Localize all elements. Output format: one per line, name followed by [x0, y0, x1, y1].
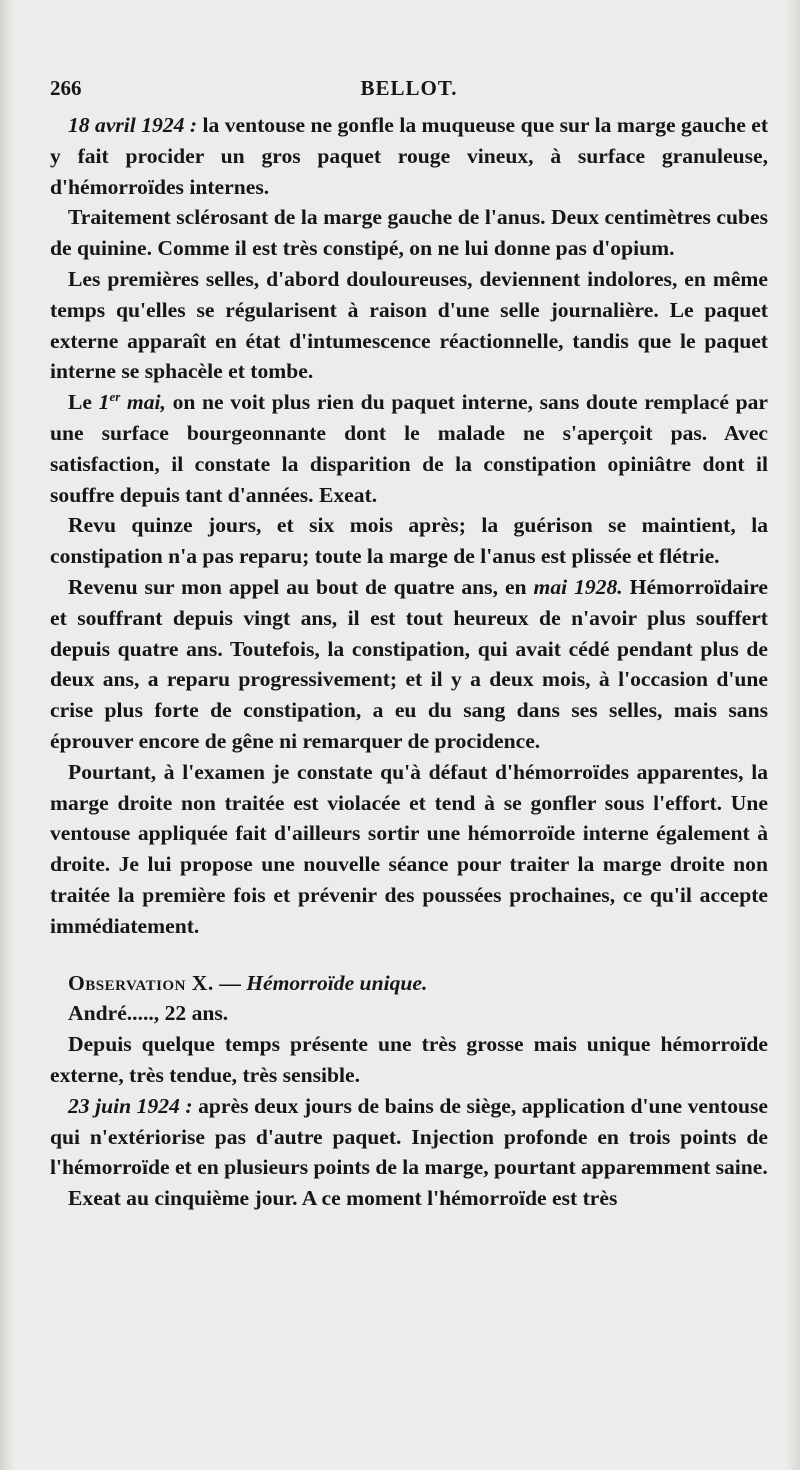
paragraph-hemorrhoid	[50, 1029, 768, 1091]
running-title: BELLOT.	[360, 76, 458, 100]
date-label: 18 avril 1924 :	[68, 113, 198, 137]
paragraph-text: Exeat au cinquième jour. A ce moment l'hémorroïde est très	[68, 1186, 618, 1211]
paragraph-text: Traitement sclérosant de la marge gauche de l'anus. Deux centimètres cubes de quinine. Comme il est très constipé, on ne lui donne pas d'opium.	[50, 205, 768, 261]
paragraph-treatment	[50, 202, 768, 264]
date-day: 1	[98, 390, 110, 415]
date-label: 23 juin 1924 :	[68, 1093, 193, 1118]
paragraph-lead: Revenu sur mon appel au bout de quatre ans, en	[68, 574, 534, 599]
observation-title: Hémorroïde unique.	[246, 970, 428, 995]
paragraph-exeat	[50, 1183, 768, 1214]
observation-dash: —	[213, 970, 247, 995]
paragraph-text: Hémorroïdaire et souffrant depuis vingt ans, il est tout heureux de n'avoir plus souffert depuis quatre ans. Toutefois, la constipation, qui avait cédé pendant plus de deux ans, a reparu progressivement; et il y a deux mois, à l'occasion d'une crise plus forte de constipation, a eu du sang dans ses selles, mais sans éprouver encore de gêne ni remarquer de procidence.	[50, 574, 768, 753]
date-label: mai 1928.	[533, 574, 623, 599]
page-number: 266	[50, 76, 82, 100]
paragraph-text: après deux jours de bains de siège, application d'une ventouse qui n'extériorise pas d'autre paquet. Injection profonde en trois points de l'hémorroïde et en plusieurs points de la marge, pourtant apparemment saine.	[50, 1093, 769, 1180]
paragraph-text: Depuis quelque temps présente une très grosse mais unique hémorroïde externe, très tendue, très sensible.	[50, 1032, 768, 1087]
paragraph-follow-up	[50, 510, 768, 572]
paragraph-text: on ne voit plus rien du paquet interne, sans doute remplacé par une surface bourgeonnante dont le malade ne s'aperçoit pas. Avec satisfaction, il constate la disparition de la constipation opiniâtre dont il souffre depuis tant d'années. Exeat.	[50, 390, 768, 507]
patient-line	[50, 998, 768, 1029]
paragraph-first-stools	[50, 264, 768, 387]
paragraph-may-1928	[50, 572, 768, 757]
paragraph-lead: Le	[68, 390, 99, 415]
paragraph-text: Pourtant, à l'examen je constate qu'à défaut d'hémorroïdes apparentes, la marge droite non traitée est violacée et tend à se gonfler sous l'effort. Une ventouse appliquée fait d'ailleurs sortir une hémorroïde interne également à droite. Je lui propose une nouvelle séance pour traiter la marge droite non traitée la première fois et prévenir des poussées prochaines, ce qu'il accepte immédiatement.	[50, 759, 768, 938]
date-label	[99, 390, 166, 414]
paragraph-examination	[50, 757, 768, 942]
paragraph-text: la ventouse ne gonfle la muqueuse que sur la marge gauche et y fait procider un gros paquet rouge vineux, à surface granuleuse, d'hémorroïdes internes.	[50, 113, 769, 199]
paragraph-text: Revu quinze jours, et six mois après; la guérison se maintient, la constipation n'a pas reparu; toute la marge de l'anus est plissée et flétrie.	[50, 513, 768, 569]
date-month: mai,	[120, 390, 166, 415]
page-body	[50, 110, 768, 1214]
paragraph-text: Les premières selles, d'abord douloureuses, deviennent indolores, en même temps qu'elles se régularisent à raison d'une selle journalière. Le paquet externe apparaît en état d'intumescence réactionnelle, tandis que le paquet interne se sphacèle et tombe.	[50, 266, 768, 384]
observation-label: Observation X.	[68, 970, 214, 995]
observation-heading	[50, 968, 768, 999]
patient-text: André....., 22 ans.	[68, 1001, 229, 1026]
date-ordinal: er	[109, 388, 121, 404]
page-header	[50, 76, 768, 106]
paragraph-april-1924	[50, 110, 768, 202]
paragraph-may-1	[50, 387, 768, 510]
paragraph-june-1924	[50, 1091, 768, 1183]
